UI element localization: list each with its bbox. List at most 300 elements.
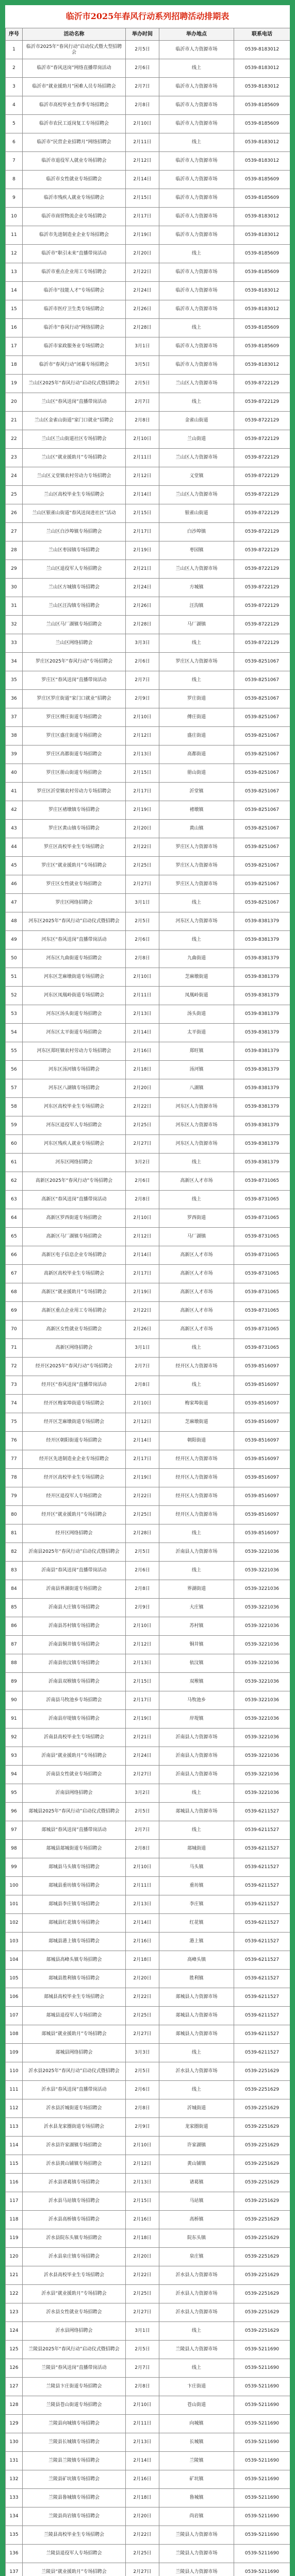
activity-date: 2月15日 [126,1673,159,1691]
activity-date: 2月8日 [126,1840,159,1858]
activity-venue: 朝阳街道 [159,1432,234,1450]
activity-venue: 铜井镇 [159,1636,234,1654]
activity-name: 兰山区网络招聘会 [23,634,126,652]
activity-date: 3月1日 [126,337,159,355]
table-row [6,1747,290,1766]
activity-name: 临沂市2025年“春风行动”启动仪式暨大型招聘会 [23,41,126,59]
activity-date: 2月13日 [126,1654,159,1672]
contact-phone: 0539-8722129 [234,486,290,504]
row-index: 55 [6,1042,23,1060]
activity-date: 2月22日 [126,263,159,281]
activity-date: 2月28日 [126,616,159,634]
activity-venue: 线上 [159,393,234,411]
activity-name: 罗庄区网络招聘会 [23,894,126,912]
table-row [6,523,290,541]
contact-phone: 0539-2251629 [234,2322,290,2340]
activity-name: 沂水县2025年“春风行动”启动仪式暨招聘会 [23,2062,126,2080]
row-index: 84 [6,1580,23,1598]
contact-phone: 0539-6211527 [234,1858,290,1876]
contact-phone: 0539-2251629 [234,2192,290,2210]
activity-venue: 线上 [159,1339,234,1357]
table-row [6,2303,290,2322]
table-row [6,2433,290,2452]
row-index: 33 [6,634,23,652]
row-index: 64 [6,1209,23,1227]
table-row [6,857,290,875]
activity-date: 2月14日 [126,1246,159,1264]
contact-phone: 0539-8731065 [234,1209,290,1227]
activity-venue: 郯城县人力资源市场 [159,1803,234,1821]
row-index: 104 [6,1951,23,1969]
activity-date: 3月2日 [126,1154,159,1172]
row-index: 50 [6,950,23,968]
activity-name: 河东区太平街道专场招聘会 [23,1024,126,1042]
row-index: 131 [6,2452,23,2470]
contact-phone: 0539-8251067 [234,857,290,875]
activity-venue: 河东区人力资源市场 [159,912,234,930]
table-row [6,745,290,764]
contact-phone: 0539-2251629 [234,2174,290,2192]
row-index: 73 [6,1376,23,1394]
activity-venue: 太平街道 [159,1024,234,1042]
row-index: 59 [6,1116,23,1134]
contact-phone: 0539-8251067 [234,708,290,726]
activity-name: 沂水县黄山铺镇专场招聘会 [23,2155,126,2173]
contact-phone: 0539-5211690 [234,2563,290,2576]
activity-name: 沂水县龙家圈街道专场招聘会 [23,2118,126,2136]
row-index: 113 [6,2118,23,2136]
activity-date: 2月13日 [126,1005,159,1023]
activity-venue: 河东区人力资源市场 [159,1135,234,1153]
activity-date: 3月1日 [126,2322,159,2340]
row-index: 65 [6,1228,23,1246]
activity-date: 3月1日 [126,894,159,912]
activity-name: 沂南县界湖街道专场招聘会 [23,1580,126,1598]
activity-venue: 线上 [159,2044,234,2062]
activity-date: 2月19日 [126,1710,159,1728]
row-index: 94 [6,1766,23,1784]
contact-phone: 0539-8183012 [234,59,290,77]
activity-date: 2月14日 [126,1024,159,1042]
table-row [6,2359,290,2378]
table-row [6,1246,290,1265]
activity-date: 2月5日 [126,1543,159,1561]
contact-phone: 0539-2251629 [234,2285,290,2303]
contact-phone: 0539-3221036 [234,1728,290,1747]
activity-venue: 高新区人才市场 [159,1246,234,1264]
table-row [6,764,290,783]
table-row [6,1914,290,1933]
contact-phone: 0539-3221036 [234,1617,290,1635]
contact-phone: 0539-8183012 [234,226,290,244]
table-row [6,987,290,1005]
activity-venue: 兰山区人力资源市场 [159,375,234,393]
activity-venue: 线上 [159,1821,234,1839]
activity-date: 2月6日 [126,1172,159,1190]
contact-phone: 0539-5211690 [234,2415,290,2433]
table-row [6,171,290,189]
activity-venue: 线上 [159,133,234,151]
table-row [6,1599,290,1617]
row-index: 119 [6,2229,23,2247]
activity-venue: 方城镇 [159,579,234,597]
activity-date: 2月16日 [126,1933,159,1951]
row-index: 122 [6,2285,23,2303]
activity-name: 郯城县重坊镇专场招聘会 [23,1877,126,1895]
activity-venue: 经开区人力资源市场 [159,1506,234,1524]
row-index: 118 [6,2211,23,2229]
activity-name: 临沂市家政服务业专场招聘会 [23,337,126,355]
activity-venue: 郑旺镇 [159,1042,234,1060]
activity-venue: 重坊镇 [159,1877,234,1895]
row-index: 8 [6,171,23,189]
table-row [6,1061,290,1079]
activity-venue: 线上 [159,1562,234,1580]
activity-name: 临沂市女性就业专场招聘会 [23,171,126,189]
activity-date: 2月17日 [126,1265,159,1283]
contact-phone: 0539-3221036 [234,1654,290,1672]
activity-name: 河东区退役军人专场招聘会 [23,1116,126,1134]
contact-phone: 0539-8183012 [234,300,290,318]
activity-venue: 临沂市人力资源市场 [159,115,234,133]
activity-date: 2月15日 [126,189,159,207]
activity-venue: 线上 [159,2359,234,2377]
activity-date: 2月25日 [126,1116,159,1134]
activity-name: 兰陵县2025年“春风行动”启动仪式暨招聘会 [23,2341,126,2359]
activity-date: 2月21日 [126,1728,159,1747]
activity-venue: 兰陵县人力资源市场 [159,2545,234,2563]
activity-venue: 沂南县人力资源市场 [159,1766,234,1784]
table-row [6,2099,290,2118]
table-row [6,78,290,96]
table-row [6,1988,290,2007]
activity-venue: 线上 [159,894,234,912]
activity-date: 2月22日 [126,838,159,856]
row-index: 112 [6,2099,23,2117]
activity-name: 罗庄区高都街道专场招聘会 [23,745,126,764]
activity-date: 2月27日 [126,875,159,893]
activity-name: 河东区2025年“春风行动”启动仪式暨招聘会 [23,912,126,930]
row-index: 7 [6,152,23,170]
contact-phone: 0539-8183012 [234,152,290,170]
activity-venue: 线上 [159,1784,234,1802]
row-index: 102 [6,1914,23,1932]
row-index: 135 [6,2526,23,2544]
activity-venue: 线上 [159,1376,234,1394]
row-index: 72 [6,1358,23,1376]
activity-name: 兰山区马厂湖镇专场招聘会 [23,616,126,634]
contact-phone: 0539-8381379 [234,968,290,986]
row-index: 69 [6,1302,23,1320]
activity-name: 临沂市农民工返岗复工专场招聘会 [23,115,126,133]
activity-name: 郯城县港上镇专场招聘会 [23,1933,126,1951]
table-body [6,41,290,2576]
activity-name: 兰山区金雀山街道“家门口就业”招聘会 [23,412,126,430]
activity-date: 2月15日 [126,2192,159,2210]
row-index: 18 [6,356,23,374]
row-index: 71 [6,1339,23,1357]
activity-date: 2月27日 [126,2303,159,2321]
activity-venue: 沂南县人力资源市场 [159,1543,234,1561]
activity-name: 河东区凤凰岭街道专场招聘会 [23,987,126,1005]
contact-phone: 0539-8185609 [234,115,290,133]
row-index: 45 [6,857,23,875]
activity-date: 2月24日 [126,1747,159,1765]
activity-name: 郯城县胜利镇专场招聘会 [23,1970,126,1988]
activity-name: 临沂市高校毕业生春季专场招聘会 [23,96,126,114]
row-index: 19 [6,375,23,393]
activity-venue: 长城镇 [159,2433,234,2451]
row-index: 36 [6,690,23,708]
activity-date: 2月6日 [126,653,159,671]
row-index: 107 [6,2007,23,2025]
row-index: 21 [6,412,23,430]
contact-phone: 0539-8183012 [234,356,290,374]
contact-phone: 0539-3221036 [234,1691,290,1709]
activity-name: 河东区网络招聘会 [23,1154,126,1172]
row-index: 13 [6,263,23,281]
activity-date: 2月28日 [126,319,159,337]
activity-venue: 临沂市人力资源市场 [159,263,234,281]
table-row [6,2174,290,2192]
activity-date: 2月7日 [126,1821,159,1839]
activity-name: 郯城县“春风送岗”直播带岗活动 [23,1821,126,1839]
activity-name: 经开区梅家埠街道专场招聘会 [23,1395,126,1413]
activity-date: 2月24日 [126,579,159,597]
row-index: 137 [6,2563,23,2576]
table-row [6,337,290,356]
row-index: 23 [6,449,23,467]
activity-date: 2月25日 [126,2285,159,2303]
table-row [6,1469,290,1487]
row-index: 38 [6,727,23,745]
activity-name: 罗庄区罗庄街道“家门口就业”招聘会 [23,690,126,708]
table-row [6,875,290,894]
row-index: 86 [6,1617,23,1635]
table-row [6,912,290,931]
activity-name: 兰山区兰山街道社区专场招聘会 [23,430,126,448]
activity-name: 临沂市“春风送岗”网络直播带岗活动 [23,59,126,77]
activity-name: 临沂市“技能人才”专场招聘会 [23,282,126,300]
table-row [6,1135,290,1154]
row-index: 30 [6,579,23,597]
activity-venue: 黄山铺镇 [159,2155,234,2173]
contact-phone: 0539-3221036 [234,1784,290,1802]
activity-venue: 黄山镇 [159,820,234,838]
contact-phone: 0539-6211527 [234,1970,290,1988]
contact-phone: 0539-8381379 [234,1005,290,1023]
activity-venue: 苏村镇 [159,1617,234,1635]
row-index: 95 [6,1784,23,1802]
table-row [6,1005,290,1024]
activity-venue: 沂水县人力资源市场 [159,2266,234,2284]
table-row [6,263,290,282]
table-row [6,1154,290,1172]
activity-venue: 银雀山街道 [159,504,234,522]
activity-name: 高新区“就业援助月”专场招聘会 [23,1283,126,1301]
table-row [6,2396,290,2415]
activity-name: 河东区高校毕业生专场招聘会 [23,1098,126,1116]
activity-venue: 兰山区人力资源市场 [159,486,234,504]
activity-venue: 大庄镇 [159,1599,234,1617]
row-index: 121 [6,2266,23,2284]
activity-name: 沂水县院东头镇专场招聘会 [23,2229,126,2247]
activity-date: 2月10日 [126,2396,159,2414]
activity-venue: 线上 [159,671,234,689]
table-row [6,1728,290,1747]
activity-name: 沂水县马站镇专场招聘会 [23,2192,126,2210]
activity-venue: 兰陵镇 [159,2452,234,2470]
row-index: 103 [6,1933,23,1951]
activity-date: 2月11日 [126,449,159,467]
table-row [6,1487,290,1506]
activity-name: 郯城县李庄镇专场招聘会 [23,1895,126,1913]
contact-phone: 0539-8722129 [234,449,290,467]
contact-phone: 0539-5211690 [234,2507,290,2526]
activity-name: 高新区罗西街道专场招聘会 [23,1209,126,1227]
contact-phone: 0539-8516097 [234,1358,290,1376]
activity-name: 沂南县网络招聘会 [23,1784,126,1802]
activity-name: 罗庄区褚墩镇专场招聘会 [23,801,126,819]
activity-venue: 沂水县人力资源市场 [159,2303,234,2321]
activity-name: 临沂市商贸物流企业专场招聘会 [23,208,126,226]
table-row [6,449,290,467]
header-activity-date: 举办时间 [126,28,159,40]
contact-phone: 0539-8185609 [234,171,290,189]
activity-name: 临沂市“春风行动”网络招聘会 [23,319,126,337]
activity-name: 郯城县网络招聘会 [23,2044,126,2062]
table-row [6,2155,290,2174]
table-row [6,96,290,115]
activity-venue: 经开区人力资源市场 [159,1469,234,1487]
activity-venue: 高新区人才市场 [159,1283,234,1301]
activity-name: 经开区退役军人专场招聘会 [23,1487,126,1505]
activity-venue: 李庄镇 [159,1895,234,1913]
activity-venue: 兰陵县人力资源市场 [159,2563,234,2576]
activity-venue: 尚岩镇 [159,2507,234,2526]
row-index: 130 [6,2433,23,2451]
activity-date: 2月8日 [126,2099,159,2117]
activity-venue: 临沂市人力资源市场 [159,78,234,96]
activity-date: 2月19日 [126,541,159,560]
activity-name: 高新区网络招聘会 [23,1339,126,1357]
table-row [6,1970,290,1988]
contact-phone: 0539-3221036 [234,1562,290,1580]
contact-phone: 0539-6211527 [234,1914,290,1932]
activity-date: 2月15日 [126,764,159,782]
activity-date: 2月22日 [126,2266,159,2284]
table-row [6,1580,290,1599]
contact-phone: 0539-8183012 [234,133,290,151]
table-row [6,1617,290,1636]
row-index: 57 [6,1079,23,1097]
table-row [6,1172,290,1191]
table-row [6,931,290,950]
activity-name: 临沂市退役军人就业专场招聘会 [23,152,126,170]
activity-venue: 芝麻墩街道 [159,968,234,986]
table-row [6,2007,290,2025]
table-row [6,319,290,337]
contact-phone: 0539-8381379 [234,950,290,968]
activity-name: 沂水县泉庄镇专场招聘会 [23,2248,126,2266]
contact-phone: 0539-3221036 [234,1673,290,1691]
activity-venue: 盛庄街道 [159,727,234,745]
activity-venue: 沂水县人力资源市场 [159,2062,234,2080]
activity-name: 沂南县“就业援助月”专场招聘会 [23,1747,126,1765]
activity-name: 兰陵县兰陵镇专场招聘会 [23,2452,126,2470]
row-index: 79 [6,1487,23,1505]
table-row [6,1376,290,1395]
contact-phone: 0539-3221036 [234,1766,290,1784]
row-index: 14 [6,282,23,300]
row-index: 43 [6,820,23,838]
contact-phone: 0539-2251629 [234,2266,290,2284]
table-row [6,59,290,78]
activity-date: 2月7日 [126,78,159,96]
table-row [6,375,290,393]
header-contact-phone: 联系电话 [234,28,290,40]
table-row [6,801,290,820]
activity-name: 兰陵县高校毕业生专场招聘会 [23,2526,126,2544]
contact-phone: 0539-8516097 [234,1432,290,1450]
activity-venue: 龙家圈街道 [159,2118,234,2136]
activity-name: 经开区高校毕业生专场招聘会 [23,1469,126,1487]
activity-venue: 依汶镇 [159,1654,234,1672]
table-row [6,152,290,171]
activity-venue: 高峰头镇 [159,1951,234,1969]
contact-phone: 0539-8251067 [234,820,290,838]
table-row [6,1413,290,1432]
table-row [6,1840,290,1858]
row-index: 58 [6,1098,23,1116]
contact-phone: 0539-8185609 [234,337,290,355]
activity-date: 2月6日 [126,2081,159,2099]
activity-date: 2月24日 [126,282,159,300]
activity-name: 沂南县高校毕业生专场招聘会 [23,1728,126,1747]
activity-venue: 苍山街道 [159,2396,234,2414]
row-index: 10 [6,208,23,226]
table-row [6,1673,290,1691]
activity-date: 2月5日 [126,1803,159,1821]
activity-name: 高新区电子信息企业专场招聘会 [23,1246,126,1264]
activity-venue: 罗庄区人力资源市场 [159,875,234,893]
activity-venue: 界湖街道 [159,1580,234,1598]
activity-venue: 经开区人力资源市场 [159,1358,234,1376]
activity-date: 2月8日 [126,1580,159,1598]
contact-phone: 0539-5211690 [234,2396,290,2414]
table-row [6,2118,290,2137]
contact-phone: 0539-8381379 [234,987,290,1005]
activity-date: 2月7日 [126,1358,159,1376]
table-row [6,1042,290,1061]
row-index: 2 [6,59,23,77]
table-row [6,1821,290,1840]
contact-phone: 0539-8516097 [234,1469,290,1487]
contact-phone: 0539-5211690 [234,2545,290,2563]
contact-phone: 0539-8381379 [234,912,290,930]
row-index: 42 [6,801,23,819]
row-index: 29 [6,560,23,578]
row-index: 47 [6,894,23,912]
row-index: 120 [6,2248,23,2266]
activity-date: 2月27日 [126,2025,159,2043]
table-row [6,1895,290,1914]
table-row [6,2211,290,2229]
activity-name: 河东区郑旺镇农村劳动力专场招聘会 [23,1042,126,1060]
activity-venue: 沂城街道 [159,2099,234,2117]
row-index: 127 [6,2378,23,2396]
activity-venue: 罗庄区人力资源市场 [159,653,234,671]
